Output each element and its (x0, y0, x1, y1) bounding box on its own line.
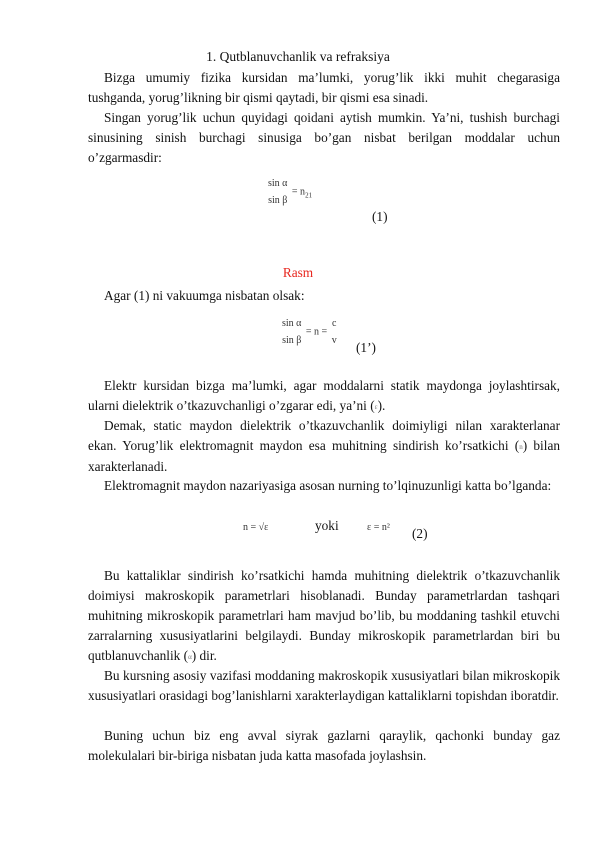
equation-number-1: (1) (372, 209, 388, 224)
paragraph-7-text: Bu kattaliklar sindirish ko’rsatkichi hamda muhitning dielektrik o’tkazuvchanlik doimiysi makroskopik parametrlari hisoblanadi. Bunday parametrlardan tashqari muhitning mikroskopik parametrlari ham mavjud bo’lib, bu moddaning tashkil etuvchi zarralarning xususiyatlarini belgilaydi. Bunday mikroskopik parametrlardan biri bu qutblanuvchanlik ( (88, 568, 560, 663)
formula-1p-denominator: sin β (282, 335, 302, 346)
formula-1p-numerator-c: c (331, 318, 337, 329)
formula-1-rhs: = n (291, 186, 306, 198)
formula-2-right: ε = n² (367, 522, 390, 533)
paragraph-4 (88, 376, 560, 417)
paragraph-4-text: Elektr kursidan bizga ma’lumki, agar moddalarni statik maydonga joylashtirsak, ularni dielektrik o’tkazuvchanligi o’zgarar edi, ya’ni ( (88, 378, 560, 413)
paragraph-1: Bizga umumiy fizika kursidan ma’lumki, yorug’lik ikki muhit chegarasiga tushganda, yorug’likning bir qismi qaytadi, bir qismi esa sinadi. (88, 70, 560, 105)
paragraph-6: Elektromagnit maydon nazariyasiga asosan nurning to’lqinuzunligi katta bo’lganda: (104, 478, 552, 493)
formula-1 (266, 178, 312, 206)
formula-1p-numerator: sin α (282, 318, 302, 329)
paragraph-7 (88, 566, 560, 667)
equation-number-1-prime: (1’) (356, 340, 376, 355)
paragraph-3: Agar (1) ni vakuumga nisbatan olsak: (104, 288, 305, 303)
formula-2-yoki: yoki (315, 518, 339, 533)
paragraph-5-end: ) bilan xarakterlanadi. (88, 438, 560, 474)
paragraph-5-text: Demak, static maydon dielektrik o’tkazuvchanlik doimiyligi nilan xarakterlanar ekan. Yorug’lik elektromagnit maydon esa muhitning sindirish ko’rsatkichi ( (88, 418, 560, 453)
formula-1-prime (280, 318, 339, 346)
formula-2-left: n = √ε (243, 522, 269, 533)
formula-1p-mid: = n = (305, 326, 328, 338)
section-heading: 1. Qutblanuvchanlik va refraksiya (206, 49, 390, 64)
paragraph-2: Singan yorug’lik uchun quyidagi qoidani aytish mumkin. Ya’ni, tushish burchagi sinusining sinish burchagi sinusiga bo’gan nisbat berilgan moddalar uchun o’zgarmasdir: (88, 110, 560, 165)
paragraph-9: Buning uchun biz eng avval siyrak gazlarni qaraylik, qachonki bunday gaz molekulalari bir-biriga nisbatan juda katta masofada joylashsin. (88, 728, 560, 763)
paragraph-8: Bu kursning asosiy vazifasi moddaning makroskopik xususiyatlari bilan mikroskopik xususiyatlari orasidagi bog’lanishlarni xarakterlaydigan kattaliklarni topishdan iboratdir. (88, 668, 560, 703)
formula-1-subscript: 21 (305, 191, 313, 200)
paragraph-5 (88, 416, 560, 477)
formula-1-fraction (266, 178, 289, 206)
paragraph-7-end: ) dir. (191, 648, 217, 663)
formula-1-denominator: sin β (268, 195, 288, 206)
formula-1p-fraction-right (330, 318, 339, 346)
inline-n: n (519, 442, 523, 451)
formula-1p-denominator-v: v (331, 335, 337, 346)
paragraph-4-end: ). (377, 398, 386, 413)
formula-1-numerator: sin α (268, 178, 288, 189)
equation-number-2: (2) (412, 526, 428, 541)
formula-1p-fraction-left (280, 318, 303, 346)
inline-alpha: α (188, 652, 192, 661)
inline-epsilon: ε (374, 402, 378, 411)
figure-caption: Rasm (282, 265, 314, 280)
